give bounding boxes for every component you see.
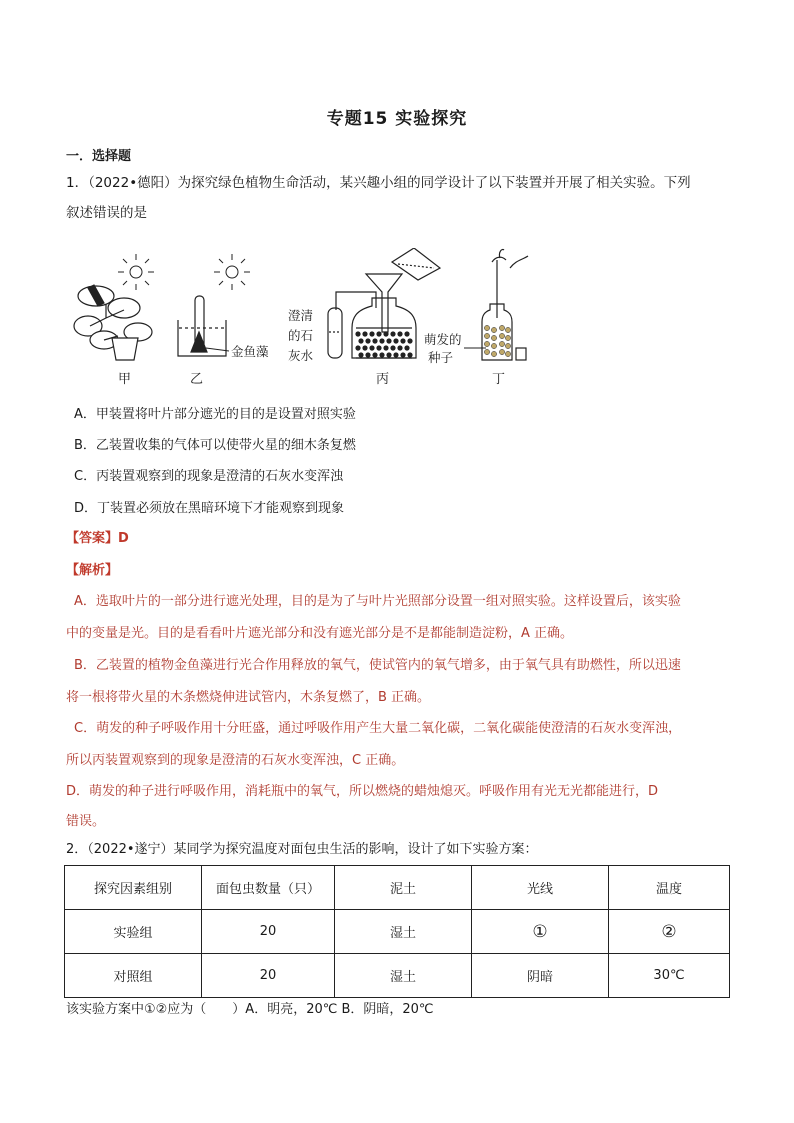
table-cell: 30℃ bbox=[609, 954, 730, 998]
q1-stem-line1: 1．（2022•德阳）为探究绿色植物生命活动，某兴趣小组的同学设计了以下装置并开展了相关实验。下列 bbox=[66, 175, 691, 191]
analysis-line: 将一根将带火星的木条燃烧伸进试管内，木条复燃了，B 正确。 bbox=[66, 690, 431, 705]
analysis-line: A．选取叶片的一部分进行遮光处理，目的是为了与叶片光照部分设置一组对照实验。这样设置后，该实验 bbox=[74, 594, 681, 609]
table-header-cell: 温度 bbox=[609, 866, 730, 910]
analysis-line: 错误。 bbox=[66, 814, 106, 829]
table-cell: ① bbox=[472, 910, 609, 954]
label-chengqing-1: 澄清 bbox=[288, 308, 314, 323]
beaker-icon bbox=[178, 296, 226, 356]
label-mengfa-1: 萌发的 bbox=[424, 332, 462, 347]
answer-value: D bbox=[118, 531, 129, 546]
label-chengqing-3: 灰水 bbox=[288, 348, 314, 363]
q1-option-a: A．甲装置将叶片部分遮光的目的是设置对照实验 bbox=[74, 407, 356, 422]
label-mengfa-2: 种子 bbox=[428, 350, 454, 365]
label-yi: 乙 bbox=[190, 372, 204, 387]
q1-option-d: D．丁装置必须放在黑暗环境下才能观察到现象 bbox=[74, 501, 345, 516]
analysis-line: 所以丙装置观察到的现象是澄清的石灰水变浑浊，C 正确。 bbox=[66, 753, 405, 768]
label-jia: 甲 bbox=[118, 372, 132, 387]
label-chengqing-2: 的石 bbox=[288, 328, 314, 343]
experiment-figure bbox=[66, 248, 546, 388]
q1-option-c: C．丙装置观察到的现象是澄清的石灰水变浑浊 bbox=[74, 469, 344, 484]
label-bing: 丙 bbox=[376, 372, 390, 387]
table-cell: 湿土 bbox=[335, 910, 472, 954]
table-cell: 实验组 bbox=[65, 910, 202, 954]
table-cell: 对照组 bbox=[65, 954, 202, 998]
q1-option-b: B．乙装置收集的气体可以使带火星的细木条复燃 bbox=[74, 438, 356, 453]
sun-icon bbox=[118, 254, 154, 290]
table-header-cell: 面包虫数量（只） bbox=[202, 866, 335, 910]
table-cell: ② bbox=[609, 910, 730, 954]
q2-followup: 该实验方案中①②应为（ ）A．明亮，20℃ B．阴暗，20℃ bbox=[66, 1002, 434, 1017]
table-cell: 20 bbox=[202, 954, 335, 998]
table-row bbox=[65, 954, 730, 998]
experiment-table bbox=[64, 865, 730, 998]
q2-stem: 2．（2022•遂宁）某同学为探究温度对面包虫生活的影响，设计了如下实验方案： bbox=[66, 842, 538, 857]
label-jinyuzao: 金鱼藻 bbox=[231, 344, 269, 359]
analysis-line: 中的变量是光。目的是看看叶片遮光部分和没有遮光部分是不是都能制造淀粉，A 正确。 bbox=[66, 626, 574, 641]
table-cell: 阴暗 bbox=[472, 954, 609, 998]
answer-row bbox=[66, 527, 129, 546]
answer-label: 【答案】 bbox=[66, 531, 119, 546]
potted-plant-icon bbox=[74, 285, 152, 360]
analysis-line: C．萌发的种子呼吸作用十分旺盛，通过呼吸作用产生大量二氧化碳，二氧化碳能使澄清的石灰水变浑浊， bbox=[74, 721, 682, 736]
table-cell: 20 bbox=[202, 910, 335, 954]
sun-icon bbox=[214, 254, 250, 290]
table-header-row bbox=[65, 866, 730, 910]
table-cell: 湿土 bbox=[335, 954, 472, 998]
section-heading: 一．选择题 bbox=[66, 149, 132, 164]
page-title: 专题15 实验探究 bbox=[326, 109, 468, 129]
analysis-line: B．乙装置的植物金鱼藻进行光合作用释放的氧气，使试管内的氧气增多，由于氧气具有助燃性，所以迅速 bbox=[74, 658, 681, 673]
analysis-label: 【解析】 bbox=[66, 563, 119, 578]
table-row bbox=[65, 910, 730, 954]
table-header-cell: 探究因素组别 bbox=[65, 866, 202, 910]
q1-stem-line2: 叙述错误的是 bbox=[66, 205, 147, 221]
table-header-cell: 光线 bbox=[472, 866, 609, 910]
seeds-pattern bbox=[355, 331, 412, 357]
analysis-line: D．萌发的种子进行呼吸作用，消耗瓶中的氧气，所以燃烧的蜡烛熄灭。呼吸作用有光无光都能进行，D bbox=[66, 784, 659, 799]
table-header-cell: 泥土 bbox=[335, 866, 472, 910]
label-ding: 丁 bbox=[492, 372, 506, 387]
seeds-pattern bbox=[484, 325, 510, 356]
